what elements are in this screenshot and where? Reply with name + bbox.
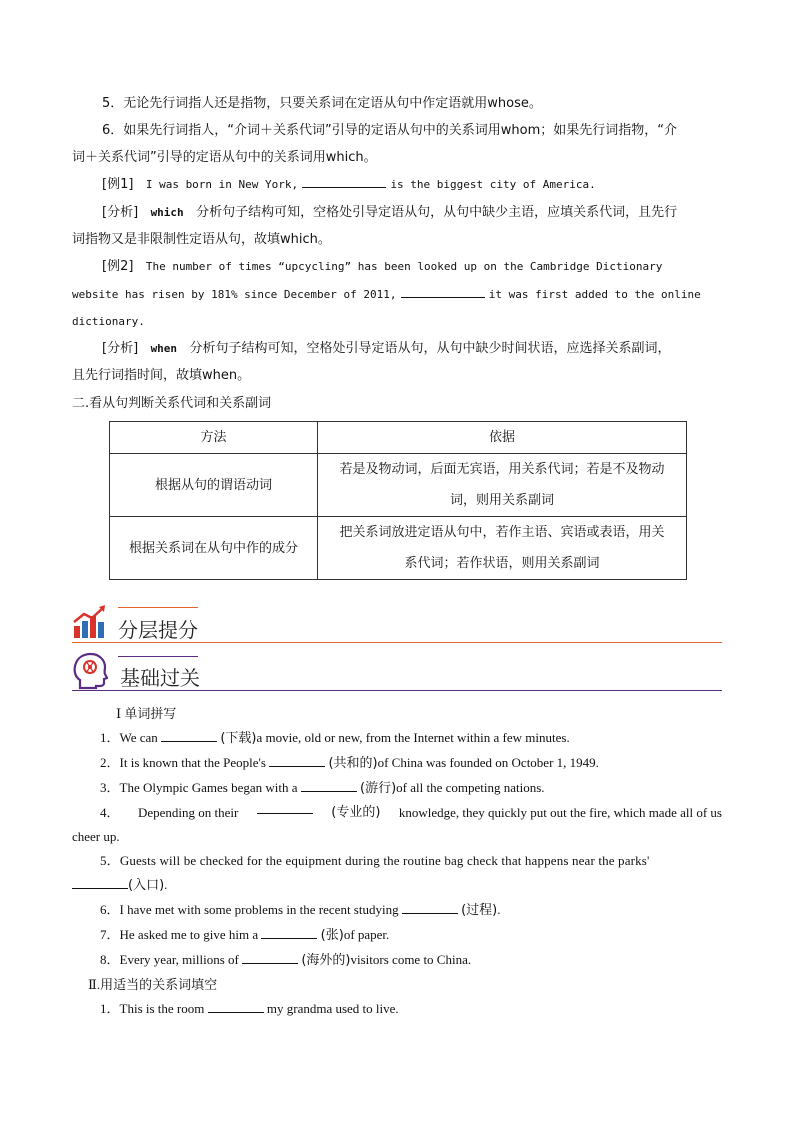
- exercise-item: [72, 948, 722, 973]
- item-text: Depending on their: [137, 805, 239, 820]
- table-row: [110, 517, 687, 580]
- answer-blank[interactable]: [402, 901, 458, 914]
- example-1-label: [例1]: [102, 177, 134, 192]
- analysis-1-cont: 词指物又是非限制性定语从句，故填which。: [72, 232, 331, 247]
- exercise-item: [72, 801, 722, 825]
- answer-blank[interactable]: [301, 779, 357, 792]
- answer-blank[interactable]: [208, 1000, 264, 1013]
- section-heading: 二.看从句判断关系代词和关系副词: [72, 396, 272, 411]
- exercise-item: [72, 923, 722, 948]
- basis-line: 词，则用关系副词: [449, 493, 554, 508]
- item-number: 7．: [100, 927, 120, 942]
- basis-line: 若是及物动词，后面无宾语，用关系代词；若是不及物动: [339, 462, 665, 477]
- example-1-after: is the biggest city of America.: [390, 178, 596, 191]
- example-2-line1: [102, 253, 662, 280]
- table-cell-method: 根据从句的谓语动词: [110, 454, 318, 517]
- rule-6-line2: 词＋关系代词”引导的定语从句中的关系词用which。: [72, 150, 377, 165]
- item-text: We can: [119, 730, 158, 745]
- answer-blank[interactable]: [269, 754, 325, 767]
- example-1: [102, 171, 596, 198]
- example-2-line2: [72, 281, 701, 308]
- item-number: 3．: [100, 780, 120, 795]
- table-cell-method: 根据关系词在从句中作的成分: [110, 517, 318, 580]
- item-number: 4．: [100, 805, 120, 820]
- exercise-item-cont: cheer up.: [72, 829, 120, 844]
- item-hint: (张): [320, 928, 344, 943]
- answer-blank[interactable]: [72, 876, 128, 889]
- analysis-answer: when: [150, 342, 178, 355]
- item-text: knowledge, they quickly put out the fire, which made all of us: [398, 805, 722, 820]
- analysis-answer: which: [150, 206, 184, 219]
- item-number: 1．: [100, 1001, 120, 1016]
- analysis-1: [102, 199, 677, 226]
- item-text: of all the competing nations.: [396, 780, 545, 795]
- exercise-item: [72, 997, 722, 1021]
- banner-title: 分层提分: [118, 618, 198, 642]
- item-hint: (入口): [128, 878, 165, 893]
- item-text: visitors come to China.: [350, 952, 472, 967]
- rule-5: 5．无论先行词指人还是指物，只要关系词在定语从句中作定语就用whose。: [102, 96, 542, 111]
- table-cell-basis: [318, 517, 687, 580]
- analysis-label: [分析]: [102, 341, 139, 356]
- example-2-label: [例2]: [102, 259, 134, 274]
- table-row: [110, 454, 687, 517]
- item-text: .: [164, 877, 168, 892]
- item-text: He asked me to give him a: [119, 927, 259, 942]
- example-2-before: website has risen by 181% since December of 2011,: [72, 288, 397, 301]
- exercise-item: [72, 898, 722, 923]
- table-header-row: [110, 422, 687, 454]
- item-number: 1．: [100, 730, 120, 745]
- example-2-text: The number of times “upcycling” has been looked up on the Cambridge Dictionary: [145, 260, 663, 273]
- item-hint: (游行): [360, 781, 397, 796]
- exercise-item: [72, 776, 722, 801]
- item-hint: (过程): [461, 903, 498, 918]
- answer-blank[interactable]: [161, 729, 217, 742]
- item-text: my grandma used to live.: [266, 1001, 399, 1016]
- item-hint: (共和的): [328, 756, 378, 771]
- banner-title: 基础过关: [120, 666, 200, 690]
- item-text: .: [497, 902, 501, 917]
- item-text: The Olympic Games began with a: [119, 780, 298, 795]
- comparison-table: [109, 421, 687, 580]
- comparison-table-wrap: [72, 421, 687, 580]
- exercise-item: [72, 751, 722, 776]
- exercise-item: [72, 726, 722, 751]
- item-hint: (下载): [220, 731, 257, 746]
- item-text: Guests will be checked for the equipment during the routine bag check that happens near the parks': [119, 853, 650, 868]
- analysis-text: 分析句子结构可知，空格处引导定语从句，从句中缺少主语，应填关系代词，且先行: [196, 205, 678, 220]
- table-header: 依据: [318, 422, 687, 454]
- item-text: of paper.: [343, 927, 390, 942]
- example-1-before: I was born in New York,: [145, 178, 299, 191]
- exercise-heading: Ⅱ.用适当的关系词填空: [88, 977, 218, 992]
- answer-blank[interactable]: [242, 951, 298, 964]
- answer-blank[interactable]: [257, 801, 313, 814]
- rule-6-line1: 6．如果先行词指人，“介词＋关系代词”引导的定语从句中的关系词用whom；如果先行词指物，“介: [102, 123, 677, 138]
- item-text: Every year, millions of: [119, 952, 239, 967]
- item-hint: (专业的): [331, 805, 381, 820]
- divider: [118, 607, 198, 608]
- head-brain-icon: [72, 652, 108, 690]
- exercise-1: [72, 702, 722, 1021]
- exercise-heading: Ⅰ 单词拼写: [116, 706, 177, 721]
- example-2-line3: [72, 308, 145, 335]
- answer-blank[interactable]: [261, 926, 317, 939]
- item-number: 2．: [100, 755, 120, 770]
- item-hint: (海外的): [301, 953, 351, 968]
- bar-chart-icon: [72, 604, 108, 640]
- divider: [72, 642, 722, 643]
- banner-tiered: [72, 602, 722, 644]
- answer-blank[interactable]: [401, 285, 485, 298]
- item-text: This is the room: [119, 1001, 205, 1016]
- exercise-item-cont: [72, 873, 722, 898]
- analysis-2: [102, 335, 670, 362]
- analysis-label: [分析]: [102, 205, 139, 220]
- item-number: 5．: [100, 853, 120, 868]
- answer-blank[interactable]: [302, 175, 386, 188]
- item-text: a movie, old or new, from the Internet within a few minutes.: [256, 730, 570, 745]
- example-2-after: it was first added to the online: [488, 288, 701, 301]
- item-text: of China was founded on October 1, 1949.: [377, 755, 599, 770]
- analysis-2-cont: 且先行词指时间，故填when。: [72, 368, 251, 383]
- divider: [72, 690, 722, 691]
- table-header: 方法: [110, 422, 318, 454]
- item-number: 8．: [100, 952, 120, 967]
- table-cell-basis: [318, 454, 687, 517]
- item-text: I have met with some problems in the recent studying: [119, 902, 399, 917]
- analysis-text: 分析句子结构可知，空格处引导定语从句，从句中缺少时间状语，应选择关系副词，: [189, 341, 671, 356]
- item-text: It is known that the People's: [119, 755, 266, 770]
- item-number: 6．: [100, 902, 120, 917]
- basis-line: 把关系词放进定语从句中，若作主语、宾语或表语，用关: [339, 525, 665, 540]
- exercise-item: [72, 849, 722, 873]
- basis-line: 系代词；若作状语，则用关系副词: [404, 556, 600, 571]
- example-2-end: dictionary.: [72, 315, 145, 328]
- divider: [118, 656, 198, 657]
